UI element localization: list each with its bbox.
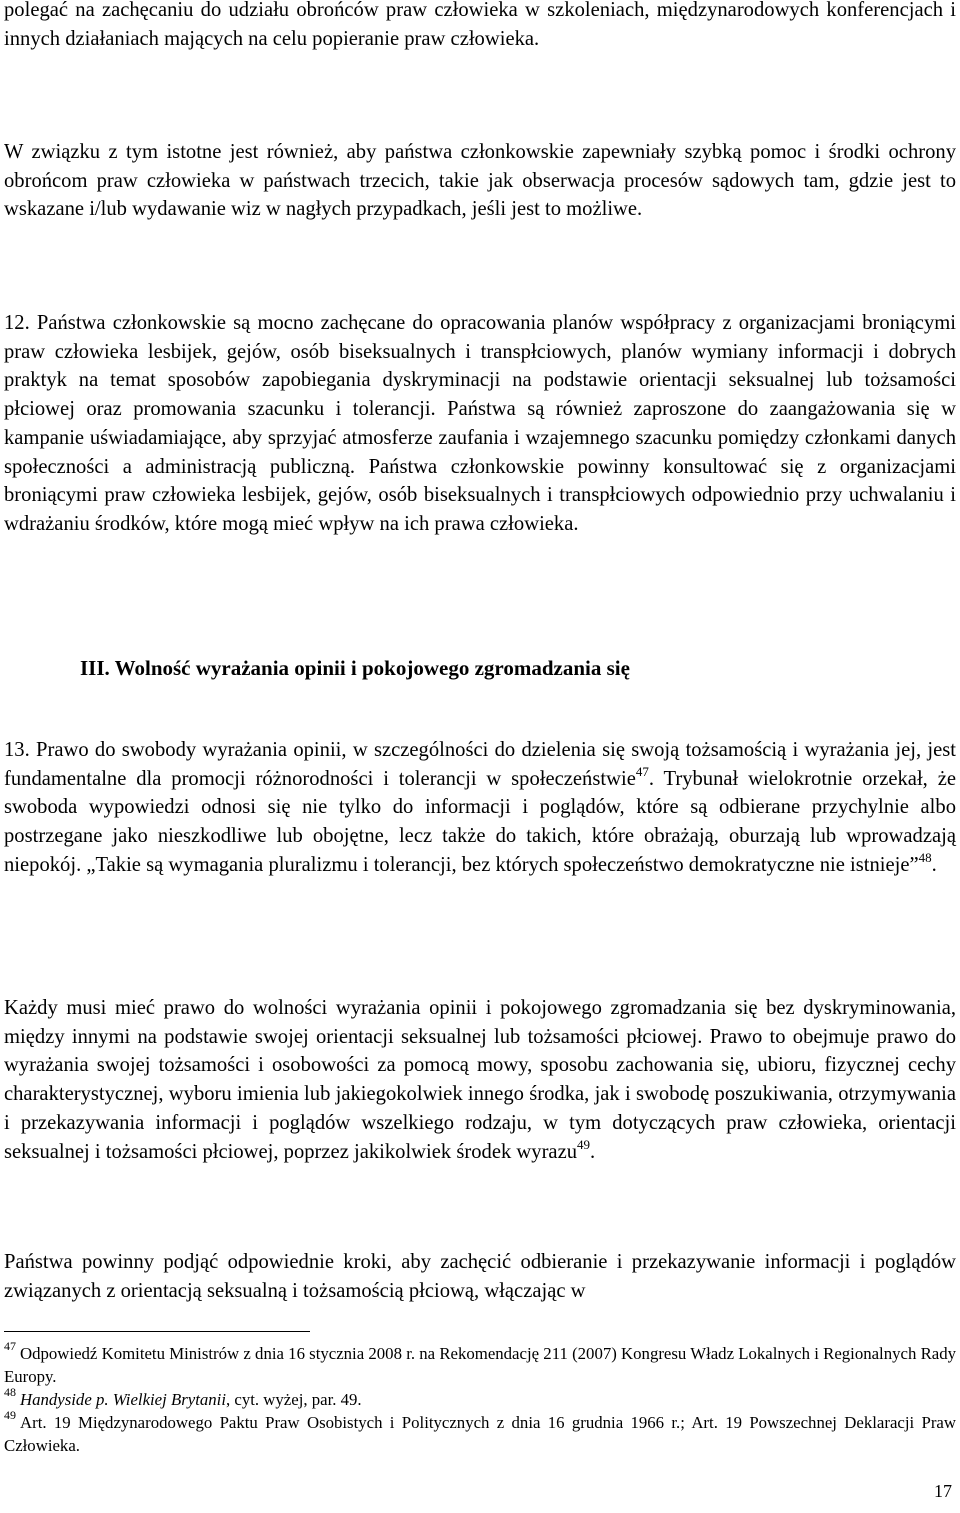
- paragraph-13-text-3: .: [931, 853, 937, 876]
- paragraph-12: 12. Państwa członkowskie są mocno zachęcane do opracowania planów współpracy z organizacjami broniącymi praw człowieka lesbijek, gejów, osób biseksualnych i transpłciowych, planów wymiany informacji i dobrych praktyk na temat sposobów zapobiegania dyskryminacji na podstawie orientacji seksualnej lub tożsamości płciowej oraz promowania szacunku i tolerancji. Państwa są również zaproszone do zaangażowania się w kampanie uświadamiające, aby sprzyjać atmosferze zaufania i wzajemnego szacunku pomiędzy członkami danych społeczności a administracją publiczną. Państwa członkowskie powinny konsultować się z organizacjami broniącymi praw człowieka lesbijek, gejów, osób biseksualnych i transpłciowych odpowiednio przy uchwalaniu i wdrażaniu środków, które mogą mieć wpływ na ich prawa człowieka.: [4, 312, 956, 535]
- footnote-48: [4, 1385, 956, 1411]
- paragraph-everyone: [4, 994, 956, 1166]
- footnote-ref-49[interactable]: 49: [577, 1136, 591, 1152]
- paragraph-13-text-1: 13. Prawo do swobody wyrażania opinii, w szczególności do dzielenia się swoją tożsamością i wyrażania jej, jest fundamentalne dla promocji różnorodności i tolerancji w społeczeństwie: [4, 739, 956, 790]
- footnote-47: [4, 1339, 956, 1388]
- section-heading: III. Wolność wyrażania opinii i pokojowego zgromadzania się: [80, 656, 630, 680]
- paragraph-everyone-text-2: .: [590, 1140, 596, 1163]
- footnote-48-text: , cyt. wyżej, par. 49.: [226, 1390, 362, 1409]
- footnote-separator: [4, 1331, 310, 1332]
- paragraph-13-text-2: . Trybunał wielokrotnie orzekał, że swoboda wypowiedzi odnosi się nie tylko do informacji i poglądów, które są odbierane przychylnie albo postrzegane jako nieszkodliwe lub obojętne, lecz także do takich, które obrażają, oburzają lub wprowadzają niepokój. „Takie są wymagania pluralizmu i tolerancji, bez których społeczeństwo demokratyczne nie istnieje”: [4, 767, 956, 876]
- footnote-49-number: 49: [4, 1408, 16, 1423]
- footnote-49: [4, 1408, 956, 1457]
- footnote-48-case-name: Handyside p. Wielkiej Brytanii: [20, 1390, 226, 1409]
- footnote-ref-47[interactable]: 47: [635, 763, 649, 779]
- paragraph-states: Państwa powinny podjąć odpowiednie kroki, aby zachęcić odbieranie i przekazywanie informacji i poglądów związanych z orientacją seksualną i tożsamością płciową, włączając w: [4, 1251, 956, 1302]
- intro-paragraph: W związku z tym istotne jest również, aby państwa członkowskie zapewniały szybką pomoc i środki ochrony obrońcom praw człowieka w państwach trzecich, takie jak obserwacja procesów sądowych tam, gdzie jest to wskazane i/lub wydawanie wiz w nagłych przypadkach, jeśli jest to możliwe.: [4, 141, 956, 221]
- page-number: 17: [934, 1481, 952, 1501]
- footnote-47-number: 47: [4, 1339, 16, 1354]
- footnotes: [4, 1339, 956, 1457]
- footnote-48-number: 48: [4, 1385, 16, 1400]
- paragraph-everyone-text-1: Każdy musi mieć prawo do wolności wyrażania opinii i pokojowego zgromadzania się bez dyskryminowania, między innymi na podstawie swojej orientacji seksualnej lub tożsamości płciowej. Prawo to obejmuje prawo do wyrażania swojej tożsamości i osobowości za pomocą mowy, sposobu zachowania się, ubioru, fizycznej cechy charakterystycznej, wyboru imienia lub jakiegokolwiek innego środka, jak i swobodę poszukiwania, otrzymywania i przekazywania informacji i poglądów wszelkiego rodzaju, w tym dotyczących praw człowieka, orientacji seksualnej i tożsamości płciowej, poprzez jakikolwiek środek wyrazu: [4, 997, 956, 1163]
- footnote-49-text: Art. 19 Międzynarodowego Paktu Praw Osobistych i Politycznych z dnia 16 grudnia 1966 r.; Art. 19 Powszechnej Deklaracji Praw Człowieka.: [4, 1413, 956, 1455]
- paragraph-13: [4, 736, 956, 880]
- footnote-47-text: Odpowiedź Komitetu Ministrów z dnia 16 stycznia 2008 r. na Rekomendację 211 (2007) Kongresu Władz Lokalnych i Regionalnych Rady Europy.: [4, 1344, 956, 1386]
- continuation-paragraph: polegać na zachęcaniu do udziału obrońców praw człowieka w szkoleniach, międzynarodowych konferencjach i innych działaniach mających na celu popieranie praw człowieka.: [4, 0, 956, 50]
- footnote-ref-48[interactable]: 48: [918, 849, 932, 865]
